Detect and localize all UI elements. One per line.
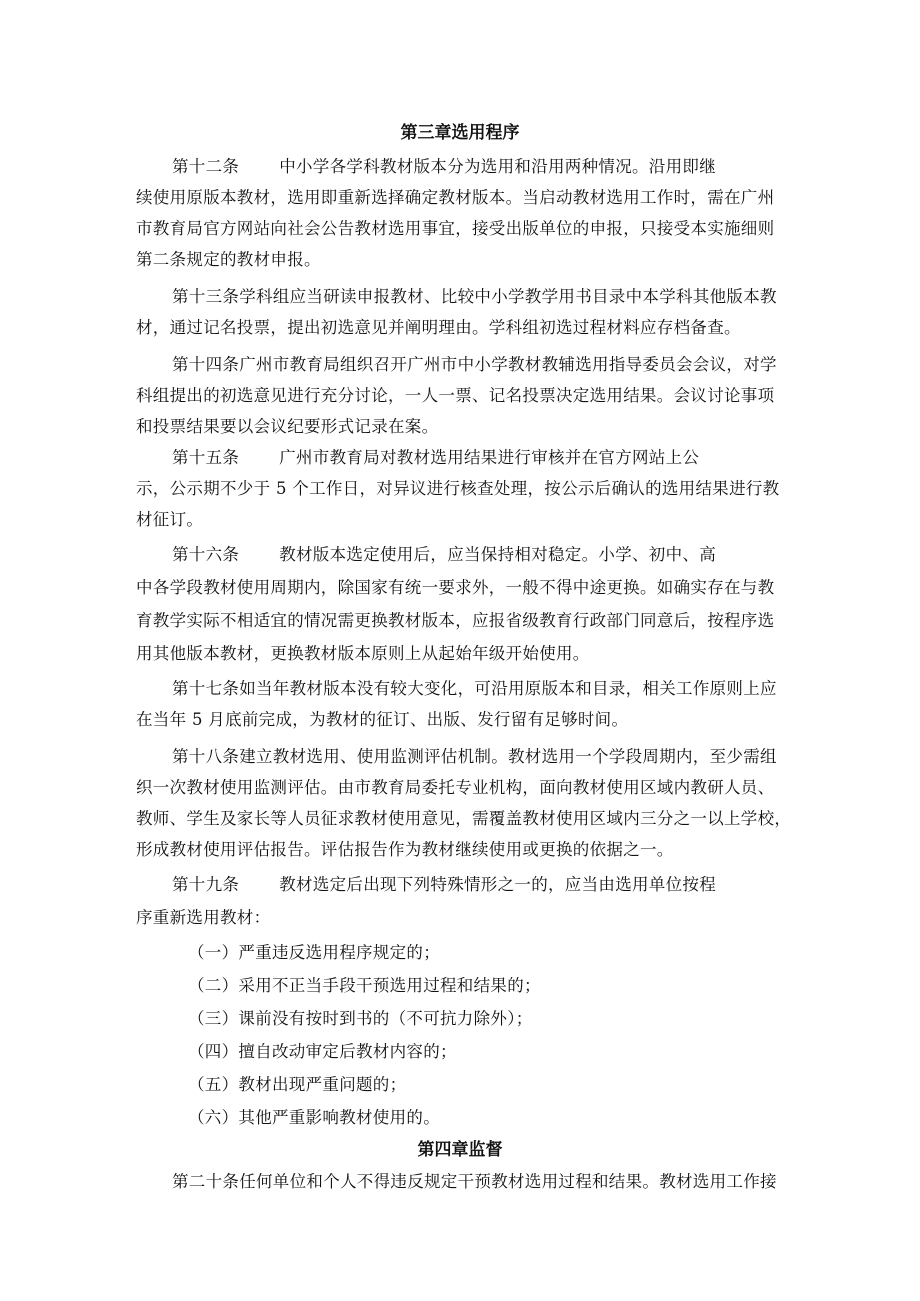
article-19-line-2: 序重新选用教材：	[136, 908, 271, 927]
article-18-line-2: 织一次教材使用监测评估。由市教育局委托专业机构，面向教材使用区域内教研人员、	[136, 778, 775, 797]
list-item: （三）课前没有按时到书的（不可抗力除外）；	[188, 1009, 533, 1028]
article-12-line-1	[172, 153, 716, 177]
article-12-text: 中小学各学科教材版本分为选用和沿用两种情况。沿用即继	[279, 157, 717, 176]
list-item: （五）教材出现严重问题的；	[188, 1075, 407, 1094]
article-19-number: 第十九条	[172, 875, 240, 894]
article-12-number: 第十二条	[172, 157, 240, 176]
list-item: （二）采用不正当手段干预选用过程和结果的；	[188, 976, 541, 995]
article-18-line-1: 第十八条建立教材选用、使用监测评估机制。教材选用一个学段周期内，至少需组	[172, 747, 777, 766]
list-item: （四）擅自改动审定后教材内容的；	[188, 1042, 457, 1061]
article-16-text: 教材版本选定使用后，应当保持相对稳定。小学、初中、高	[279, 545, 717, 564]
article-12-line-2: 续使用原版本教材，选用即重新选择确定教材版本。当启动教材选用工作时，需在广州	[136, 188, 775, 207]
article-16-line-1	[172, 541, 716, 565]
chapter-4-title: 第四章监督	[417, 1140, 503, 1160]
article-19-line-1	[172, 871, 716, 895]
chapter-3-title: 第三章选用程序	[400, 123, 520, 143]
article-15-text: 广州市教育局对教材选用结果进行审核并在官方网站上公	[279, 448, 700, 467]
article-15-line-2: 示，公示期不少于 5 个工作日，对异议进行核查处理，按公示后确认的选用结果进行教	[136, 479, 780, 498]
article-14-line-2: 科组提出的初选意见进行充分讨论，一人一票、记名投票决定选用结果。会议讨论事项	[136, 386, 775, 405]
article-18-line-3: 教师、学生及家长等人员征求教材使用意见，需覆盖教材使用区域内三分之一以上学校，	[136, 809, 792, 828]
list-item: （六）其他严重影响教材使用的。	[188, 1108, 440, 1127]
article-14-line-3: 和投票结果要以会议纪要形式记录在案。	[136, 417, 439, 436]
article-17-line-1: 第十七条如当年教材版本没有较大变化，可沿用原版本和目录，相关工作原则上应	[172, 679, 777, 698]
article-13-line-2: 材，通过记名投票，提出初选意见并阐明理由。学科组初选过程材料应存档备查。	[136, 318, 741, 337]
article-14-line-1: 第十四条广州市教育局组织召开广州市中小学教材教辅选用指导委员会会议，对学	[172, 355, 777, 374]
article-12-line-3: 市教育局官方网站向社会公告教材选用事宜，接受出版单位的申报，只接受本实施细则	[136, 219, 775, 238]
article-16-number: 第十六条	[172, 545, 240, 564]
article-16-line-3: 育教学实际不相适宜的情况需更换教材版本，应报省级教育行政部门同意后，按程序选	[136, 611, 775, 630]
article-20-line-1: 第二十条任何单位和个人不得违反规定干预教材选用过程和结果。教材选用工作接	[172, 1172, 777, 1191]
list-item: （一）严重违反选用程序规定的；	[188, 943, 440, 962]
article-18-line-4: 形成教材使用评估报告。评估报告作为教材继续使用或更换的依据之一。	[136, 840, 674, 859]
article-17-line-2: 在当年 5 月底前完成，为教材的征订、出版、发行留有足够时间。	[136, 710, 629, 729]
article-13-line-1: 第十三条学科组应当研读申报教材、比较中小学教学用书目录中本学科其他版本教	[172, 287, 777, 306]
article-15-number: 第十五条	[172, 448, 240, 467]
article-12-line-4: 第二条规定的教材申报。	[136, 250, 321, 269]
article-16-line-2: 中各学段教材使用周期内，除国家有统一要求外，一般不得中途更换。如确实存在与教	[136, 578, 775, 597]
article-19-text: 教材选定后出现下列特殊情形之一的，应当由选用单位按程	[279, 875, 717, 894]
article-15-line-3: 材征订。	[136, 510, 204, 529]
article-16-line-4: 用其他版本教材，更换教材版本原则上从起始年级开始使用。	[136, 644, 590, 663]
article-15-line-1	[172, 444, 699, 468]
